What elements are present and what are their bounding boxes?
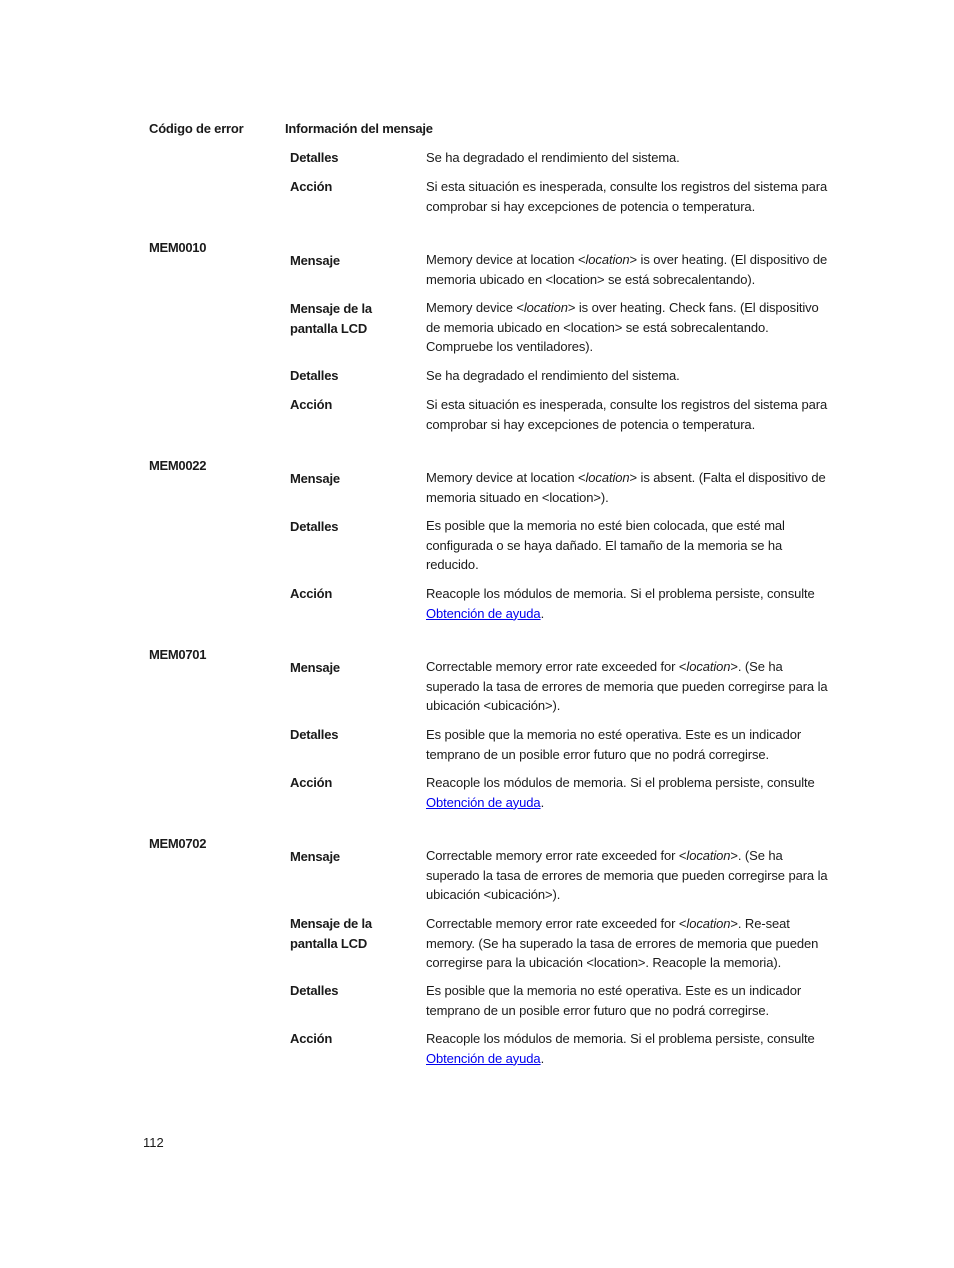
action-text: Reacople los módulos de memoria. Si el problema persiste, consulte Obtención de ayuda. bbox=[426, 775, 815, 810]
lcd-message-label: Mensaje de la pantalla LCD bbox=[290, 301, 372, 336]
action-label: Acción bbox=[290, 397, 333, 412]
message-text: Memory device at location <location> is over heating. (El dispositivo de memoria ubicado en <location> se está sobrecalentando). bbox=[426, 252, 828, 287]
action-text: Reacople los módulos de memoria. Si el problema persiste, consulte Obtención de ayuda. bbox=[426, 586, 815, 621]
action-text: Reacople los módulos de memoria. Si el problema persiste, consulte Obtención de ayuda. bbox=[426, 1031, 815, 1066]
action-text: Si esta situación es inesperada, consulte los registros del sistema para comprobar si hay excepciones de potencia o temperatura. bbox=[426, 179, 828, 214]
help-link[interactable]: Obtención de ayuda bbox=[426, 605, 541, 621]
message-text: Correctable memory error rate exceeded for <location>. (Se ha superado la tasa de errores de memoria que pueden corregirse para la ubicación <ubicación>). bbox=[426, 848, 828, 902]
details-label: Detalles bbox=[290, 150, 339, 165]
details-label: Detalles bbox=[290, 519, 339, 534]
action-label: Acción bbox=[290, 775, 333, 790]
error-code-mem0702: MEM0702 bbox=[149, 836, 207, 851]
details-label: Detalles bbox=[290, 368, 339, 383]
page-number: 112 bbox=[143, 1135, 164, 1150]
details-text: Se ha degradado el rendimiento del sistema. bbox=[426, 150, 680, 165]
help-link[interactable]: Obtención de ayuda bbox=[426, 794, 541, 810]
lcd-message-label: Mensaje de la pantalla LCD bbox=[290, 916, 372, 951]
message-text: Memory device at location <location> is absent. (Falta el dispositivo de memoria situado en <location>). bbox=[426, 470, 826, 505]
error-code-mem0701: MEM0701 bbox=[149, 647, 207, 662]
error-code-mem0010: MEM0010 bbox=[149, 240, 207, 255]
error-code-mem0022: MEM0022 bbox=[149, 458, 207, 473]
details-label: Detalles bbox=[290, 983, 339, 998]
action-text: Si esta situación es inesperada, consulte los registros del sistema para comprobar si hay excepciones de potencia o temperatura. bbox=[426, 397, 828, 432]
message-text: Correctable memory error rate exceeded for <location>. (Se ha superado la tasa de errores de memoria que pueden corregirse para la ubicación <ubicación>). bbox=[426, 659, 828, 713]
action-label: Acción bbox=[290, 179, 333, 194]
message-label: Mensaje bbox=[290, 253, 340, 268]
lcd-message-text: Memory device <location> is over heating. Check fans. (El dispositivo de memoria ubicado en <location> se está sobrecalentando. Compruebe los ventiladores). bbox=[426, 300, 819, 354]
details-label: Detalles bbox=[290, 727, 339, 742]
details-text: Es posible que la memoria no esté operativa. Este es un indicador temprano de un posible error futuro que no podrá corregirse. bbox=[426, 983, 802, 1018]
message-label: Mensaje bbox=[290, 849, 340, 864]
message-label: Mensaje bbox=[290, 660, 340, 675]
details-text: Se ha degradado el rendimiento del sistema. bbox=[426, 368, 680, 383]
action-label: Acción bbox=[290, 1031, 333, 1046]
message-label: Mensaje bbox=[290, 471, 340, 486]
action-label: Acción bbox=[290, 586, 333, 601]
column-header-message-info: Información del mensaje bbox=[285, 121, 433, 136]
details-text: Es posible que la memoria no esté operativa. Este es un indicador temprano de un posible error futuro que no podrá corregirse. bbox=[426, 727, 802, 762]
column-header-error-code: Código de error bbox=[149, 121, 244, 136]
lcd-message-text: Correctable memory error rate exceeded for <location>. Re-seat memory. (Se ha superado la tasa de errores de memoria que pueden corregirse para la ubicación <location>. Reacople la memoria). bbox=[426, 916, 819, 970]
help-link[interactable]: Obtención de ayuda bbox=[426, 1050, 541, 1066]
details-text: Es posible que la memoria no esté bien colocada, que esté mal configurada o se haya dañado. El tamaño de la memoria se ha reducido. bbox=[426, 518, 785, 572]
